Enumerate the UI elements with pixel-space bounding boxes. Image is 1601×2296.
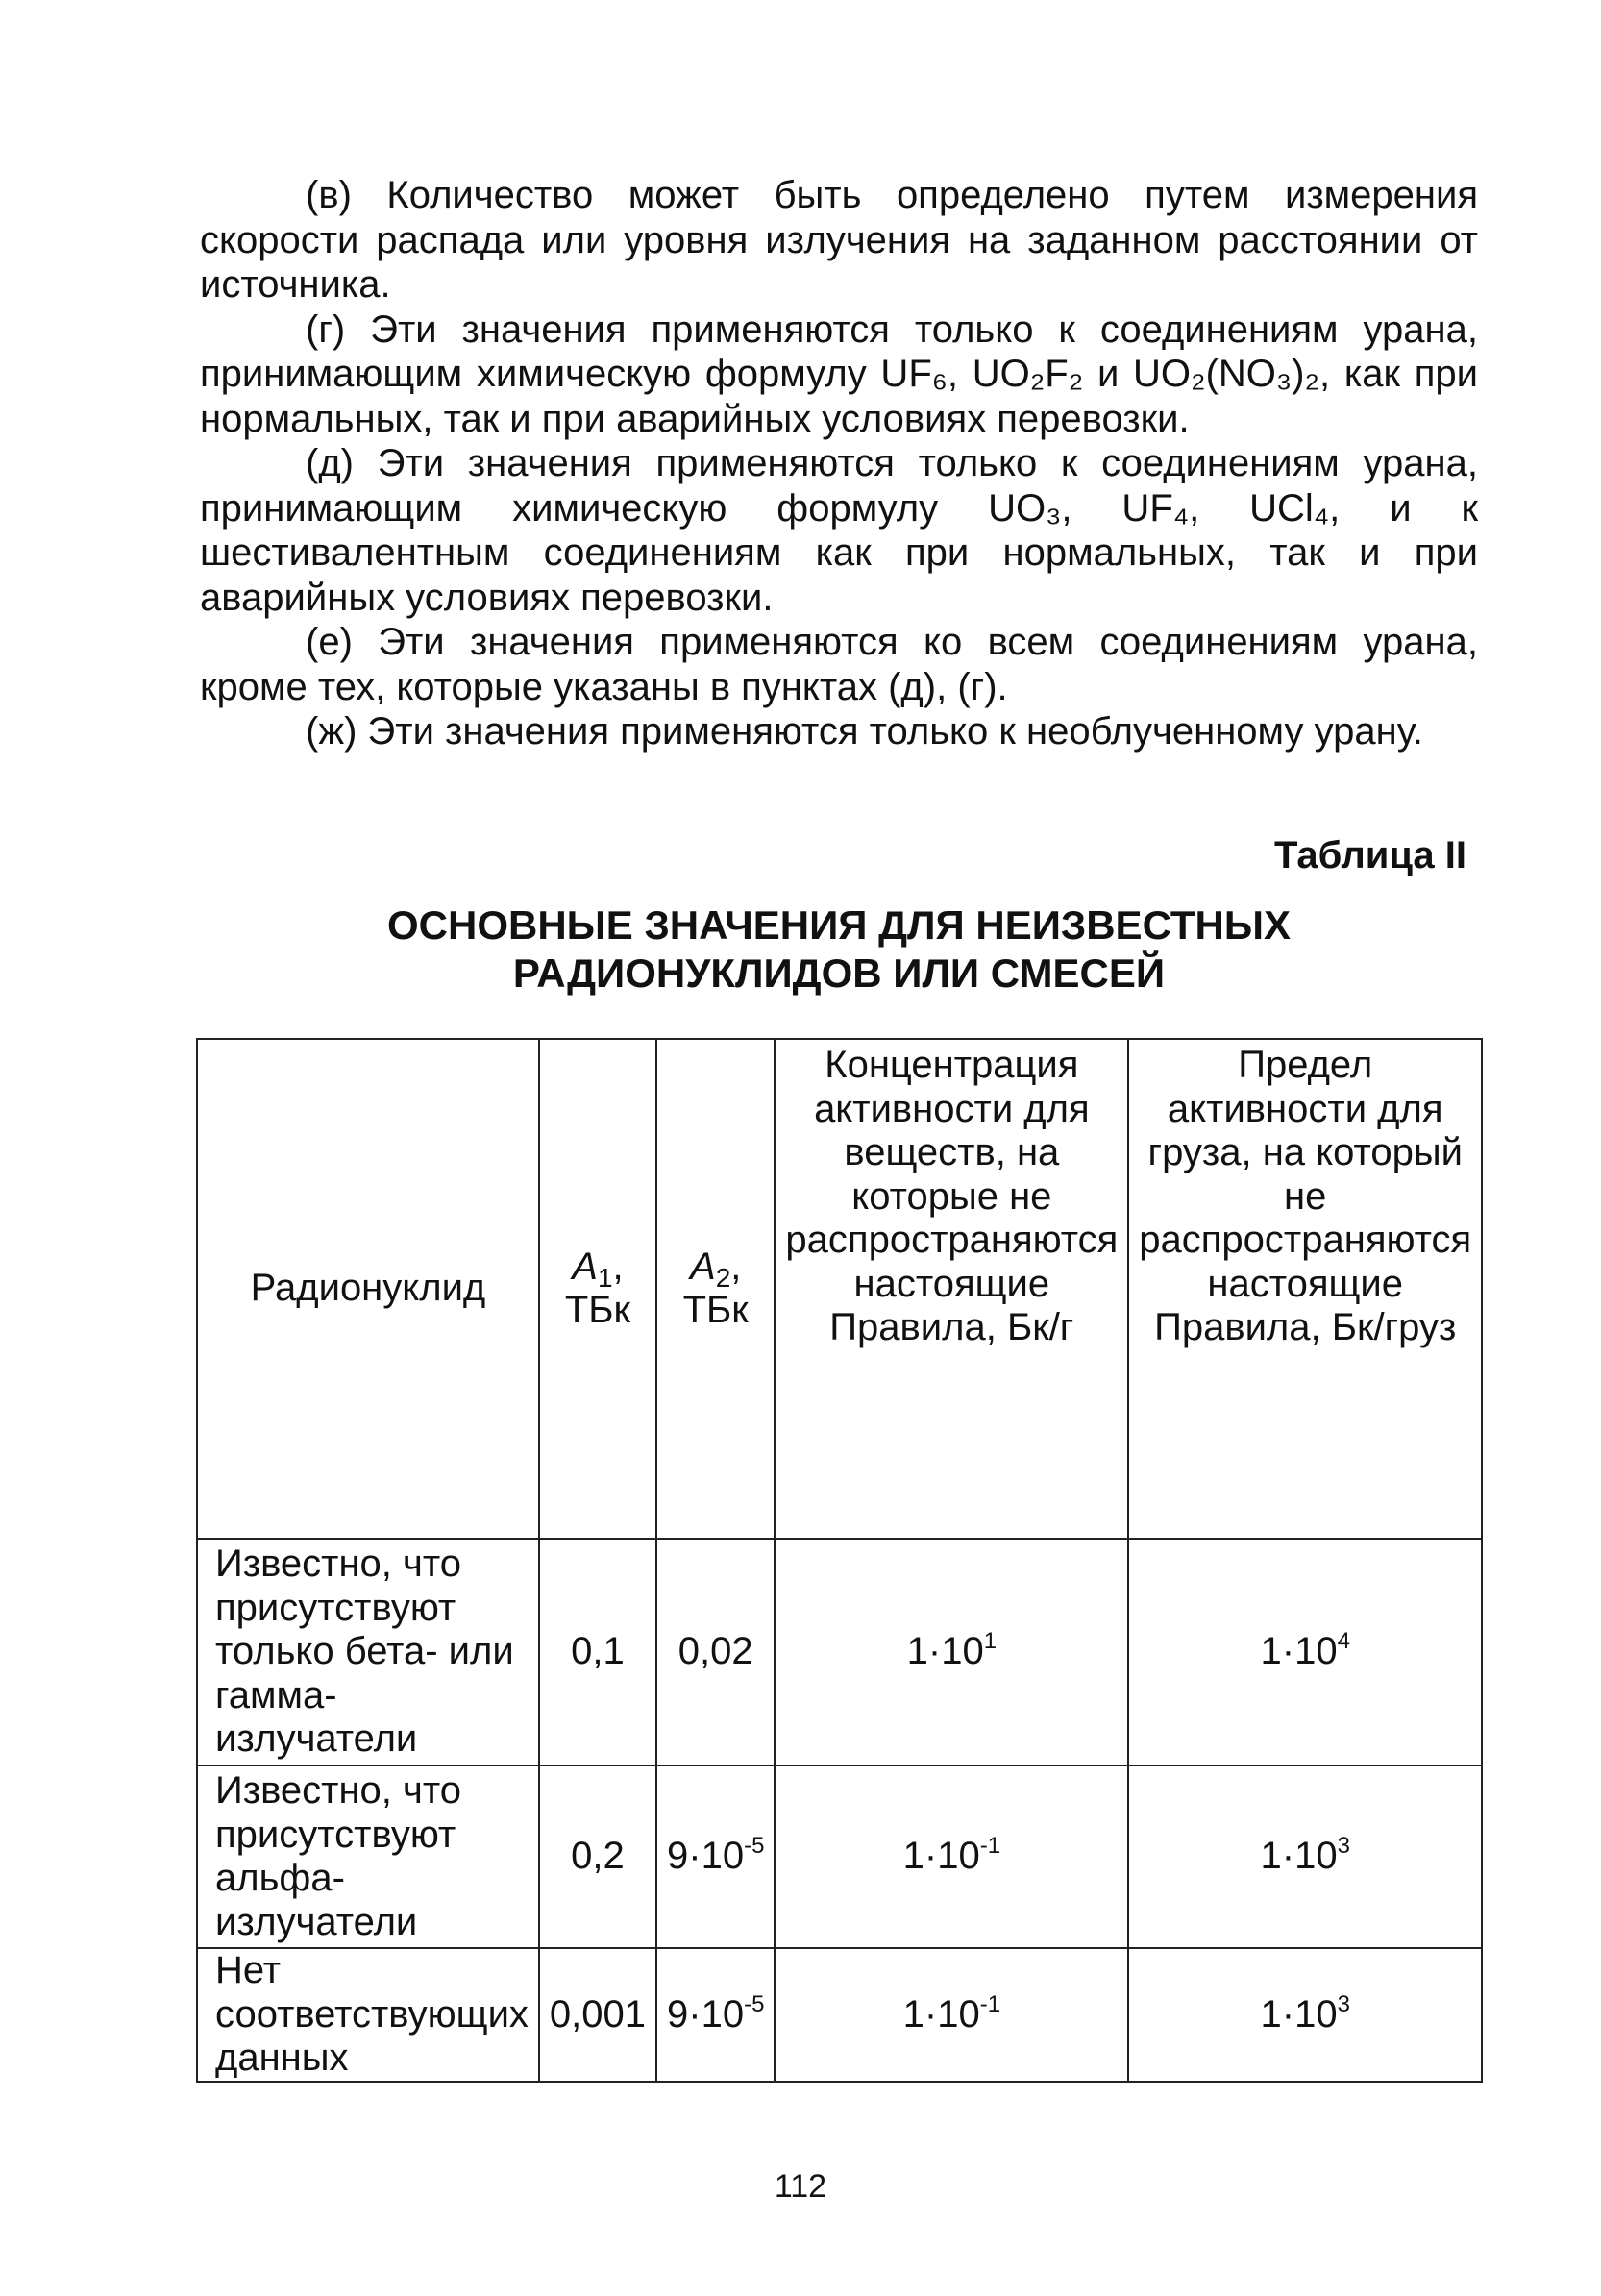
cell-a2-exponent: -5 <box>744 1833 765 1860</box>
cell-concentration-exponent: -1 <box>979 1833 1001 1860</box>
table-row <box>197 1948 1482 2082</box>
cell-a2 <box>656 1539 775 1765</box>
table-title <box>200 901 1478 998</box>
header-a1-subscript: 1 <box>597 1262 613 1293</box>
cell-limit-value: 1·10 <box>1260 1630 1338 1673</box>
header-a1 <box>539 1039 656 1539</box>
cell-limit-value: 1·10 <box>1260 1835 1338 1878</box>
footnote-g: (г) Эти значения применяются только к соединениям урана, принимающим химическую формулу UF₆, UO₂F₂ и UO₂(NO₃)₂, как при нормальных, так и при аварийных условиях перевозки. <box>200 308 1478 440</box>
cell-a1: 0,001 <box>539 1948 656 2082</box>
row-name: Известно, что присутствуют альфа-излучатели <box>197 1765 539 1948</box>
header-a2-subscript: 2 <box>715 1262 731 1293</box>
cell-concentration <box>775 1765 1128 1948</box>
cell-limit <box>1128 1765 1482 1948</box>
header-a1-unit: , ТБк <box>564 1245 631 1331</box>
header-a1-symbol: A <box>572 1245 598 1288</box>
table-title-line-2: РАДИОНУКЛИДОВ ИЛИ СМЕСЕЙ <box>512 950 1166 996</box>
cell-a2 <box>656 1948 775 2082</box>
table-label: Таблица II <box>1273 834 1466 876</box>
cell-limit-exponent: 3 <box>1337 1833 1350 1860</box>
cell-a2-value: 9·10 <box>667 1992 745 2036</box>
footnote-e: (е) Эти значения применяются ко всем соединениям урана, кроме тех, которые указаны в пунктах (д), (г). <box>200 621 1478 708</box>
basic-values-table <box>196 1038 1483 2083</box>
footnote-v: (в) Количество может быть определено путем измерения скорости распада или уровня излучения на заданном расстоянии от источника. <box>200 174 1478 306</box>
table-header-row <box>197 1039 1482 1539</box>
cell-a2 <box>656 1765 775 1948</box>
cell-a2-exponent: -5 <box>744 1990 765 2017</box>
cell-limit <box>1128 1539 1482 1765</box>
table-row <box>197 1765 1482 1948</box>
cell-a2-value: 9·10 <box>667 1835 745 1878</box>
cell-concentration-exponent: -1 <box>979 1990 1001 2017</box>
cell-a1: 0,2 <box>539 1765 656 1948</box>
cell-limit-exponent: 3 <box>1337 1990 1350 2017</box>
header-a2-unit: , ТБк <box>682 1245 749 1331</box>
header-a2-symbol: A <box>690 1245 716 1288</box>
header-limit: Предел активности для груза, на который не распространяются настоящие Правила, Бк/груз <box>1128 1039 1482 1539</box>
cell-concentration-value: 1·10 <box>902 1992 980 2036</box>
table-row <box>197 1539 1482 1765</box>
header-concentration: Концентрация активности для веществ, на которые не распространяются настоящие Правила, Бк/г <box>775 1039 1128 1539</box>
page-number: 112 <box>774 2168 827 2205</box>
header-radionuclide: Радионуклид <box>197 1039 539 1539</box>
cell-limit-value: 1·10 <box>1260 1992 1338 2036</box>
cell-limit-exponent: 4 <box>1337 1628 1350 1655</box>
cell-limit <box>1128 1948 1482 2082</box>
cell-concentration <box>775 1948 1128 2082</box>
footnote-zh: (ж) Эти значения применяются только к необлученному урану. <box>306 710 1423 753</box>
cell-concentration <box>775 1539 1128 1765</box>
cell-a1: 0,1 <box>539 1539 656 1765</box>
row-name: Нет соответствующих данных <box>197 1948 539 2082</box>
cell-concentration-exponent: 1 <box>983 1628 998 1655</box>
cell-concentration-value: 1·10 <box>906 1630 984 1673</box>
cell-a2-value: 0,02 <box>677 1630 753 1673</box>
cell-concentration-value: 1·10 <box>902 1835 980 1878</box>
footnotes <box>200 173 1478 754</box>
header-a2 <box>656 1039 775 1539</box>
row-name: Известно, что присутствуют только бета- или гамма-излучатели <box>197 1539 539 1765</box>
footnote-d: (д) Эти значения применяются только к соединениям урана, принимающим химическую формулу UO₃, UF₄, UCl₄, и к шестивалентным соединениям как при нормальных, так и при аварийных условиях перевозки. <box>200 442 1478 619</box>
table-title-line-1: ОСНОВНЫЕ ЗНАЧЕНИЯ ДЛЯ НЕИЗВЕСТНЫХ <box>387 902 1291 948</box>
